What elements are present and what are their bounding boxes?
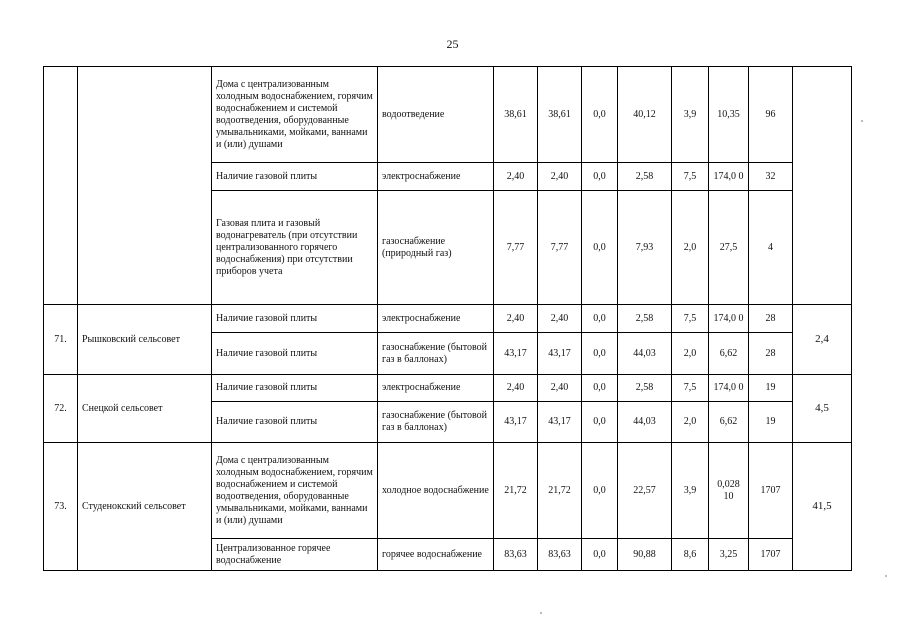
value-cell: 43,17 (494, 333, 538, 375)
value-cell: 2,0 (672, 333, 709, 375)
settlement-name: Студенокский сельсовет (78, 443, 212, 571)
value-cell: 40,12 (618, 67, 672, 163)
count-cell: 19 (749, 402, 793, 443)
description-cell: Наличие газовой плиты (212, 163, 378, 191)
value-cell: 2,40 (538, 305, 582, 333)
value-cell: 0,0 (582, 305, 618, 333)
value-cell: 0,0 (582, 67, 618, 163)
service-cell: электроснабжение (378, 305, 494, 333)
value-cell: 0,0 (582, 443, 618, 539)
scan-speck (540, 612, 542, 614)
value-cell: 43,17 (538, 402, 582, 443)
tariff-table (43, 66, 852, 571)
value-cell: 2,0 (672, 402, 709, 443)
value-cell: 2,58 (618, 375, 672, 402)
description-cell: Наличие газовой плиты (212, 305, 378, 333)
count-cell: 1707 (749, 443, 793, 539)
total-cell (793, 67, 852, 305)
service-cell: электроснабжение (378, 375, 494, 402)
value-cell: 21,72 (494, 443, 538, 539)
description-cell: Дома с централизованным холодным водоснабжением, горячим водоснабжением и системой водоотведения, оборудованные умывальниками, мойками, ваннами и (или) душами (212, 67, 378, 163)
row-index: 73. (44, 443, 78, 571)
value-cell: 7,5 (672, 375, 709, 402)
service-cell: горячее водоснабжение (378, 539, 494, 571)
service-cell: газоснабжение (природный газ) (378, 191, 494, 305)
value-cell: 38,61 (494, 67, 538, 163)
value-cell: 0,028 10 (709, 443, 749, 539)
value-cell: 174,0 0 (709, 163, 749, 191)
value-cell: 3,9 (672, 443, 709, 539)
settlement-total: 2,4 (793, 305, 852, 375)
table-row (44, 67, 852, 163)
value-cell: 7,77 (538, 191, 582, 305)
description-cell: Наличие газовой плиты (212, 333, 378, 375)
settlement-name: Снецкой сельсовет (78, 375, 212, 443)
count-cell: 96 (749, 67, 793, 163)
value-cell: 44,03 (618, 333, 672, 375)
settlement-cell (78, 67, 212, 305)
count-cell: 19 (749, 375, 793, 402)
value-cell: 2,40 (494, 163, 538, 191)
row-index: 72. (44, 375, 78, 443)
value-cell: 43,17 (538, 333, 582, 375)
value-cell: 43,17 (494, 402, 538, 443)
value-cell: 7,5 (672, 163, 709, 191)
value-cell: 3,25 (709, 539, 749, 571)
value-cell: 10,35 (709, 67, 749, 163)
count-cell: 28 (749, 333, 793, 375)
page-number: 25 (446, 37, 459, 51)
count-cell: 1707 (749, 539, 793, 571)
service-cell: газоснабжение (бытовой газ в баллонах) (378, 333, 494, 375)
settlement-name: Рышковский сельсовет (78, 305, 212, 375)
value-cell: 2,0 (672, 191, 709, 305)
value-cell: 0,0 (582, 375, 618, 402)
value-cell: 6,62 (709, 402, 749, 443)
value-cell: 0,0 (582, 163, 618, 191)
value-cell: 27,5 (709, 191, 749, 305)
table-row (44, 375, 852, 402)
value-cell: 174,0 0 (709, 375, 749, 402)
value-cell: 8,6 (672, 539, 709, 571)
value-cell: 7,77 (494, 191, 538, 305)
value-cell: 174,0 0 (709, 305, 749, 333)
count-cell: 28 (749, 305, 793, 333)
table-row (44, 305, 852, 333)
count-cell: 32 (749, 163, 793, 191)
value-cell: 44,03 (618, 402, 672, 443)
value-cell: 7,5 (672, 305, 709, 333)
value-cell: 2,40 (494, 305, 538, 333)
value-cell: 0,0 (582, 539, 618, 571)
service-cell: газоснабжение (бытовой газ в баллонах) (378, 402, 494, 443)
scan-speck (885, 575, 887, 577)
service-cell: электроснабжение (378, 163, 494, 191)
value-cell: 0,0 (582, 402, 618, 443)
description-cell: Наличие газовой плиты (212, 375, 378, 402)
service-cell: холодное водоснабжение (378, 443, 494, 539)
value-cell: 2,40 (538, 375, 582, 402)
table-row (44, 443, 852, 539)
value-cell: 0,0 (582, 191, 618, 305)
value-cell: 0,0 (582, 333, 618, 375)
value-cell: 90,88 (618, 539, 672, 571)
description-cell: Дома с централизованным холодным водоснабжением, горячим водоснабжением и системой водоотведения, оборудованные умывальниками, мойками, ваннами и (или) душами (212, 443, 378, 539)
row-index-cell (44, 67, 78, 305)
description-cell: Централизованное горячее водоснабжение (212, 539, 378, 571)
value-cell: 2,40 (538, 163, 582, 191)
settlement-total: 41,5 (793, 443, 852, 571)
row-index: 71. (44, 305, 78, 375)
scan-speck (861, 120, 863, 122)
value-cell: 7,93 (618, 191, 672, 305)
value-cell: 2,40 (494, 375, 538, 402)
value-cell: 83,63 (538, 539, 582, 571)
description-cell: Газовая плита и газовый водонагреватель (при отсутствии централизованного горячего водоснабжения) при отсутствии приборов учета (212, 191, 378, 305)
value-cell: 6,62 (709, 333, 749, 375)
value-cell: 21,72 (538, 443, 582, 539)
value-cell: 22,57 (618, 443, 672, 539)
count-cell: 4 (749, 191, 793, 305)
service-cell: водоотведение (378, 67, 494, 163)
description-cell: Наличие газовой плиты (212, 402, 378, 443)
value-cell: 2,58 (618, 163, 672, 191)
settlement-total: 4,5 (793, 375, 852, 443)
value-cell: 83,63 (494, 539, 538, 571)
value-cell: 3,9 (672, 67, 709, 163)
value-cell: 38,61 (538, 67, 582, 163)
value-cell: 2,58 (618, 305, 672, 333)
